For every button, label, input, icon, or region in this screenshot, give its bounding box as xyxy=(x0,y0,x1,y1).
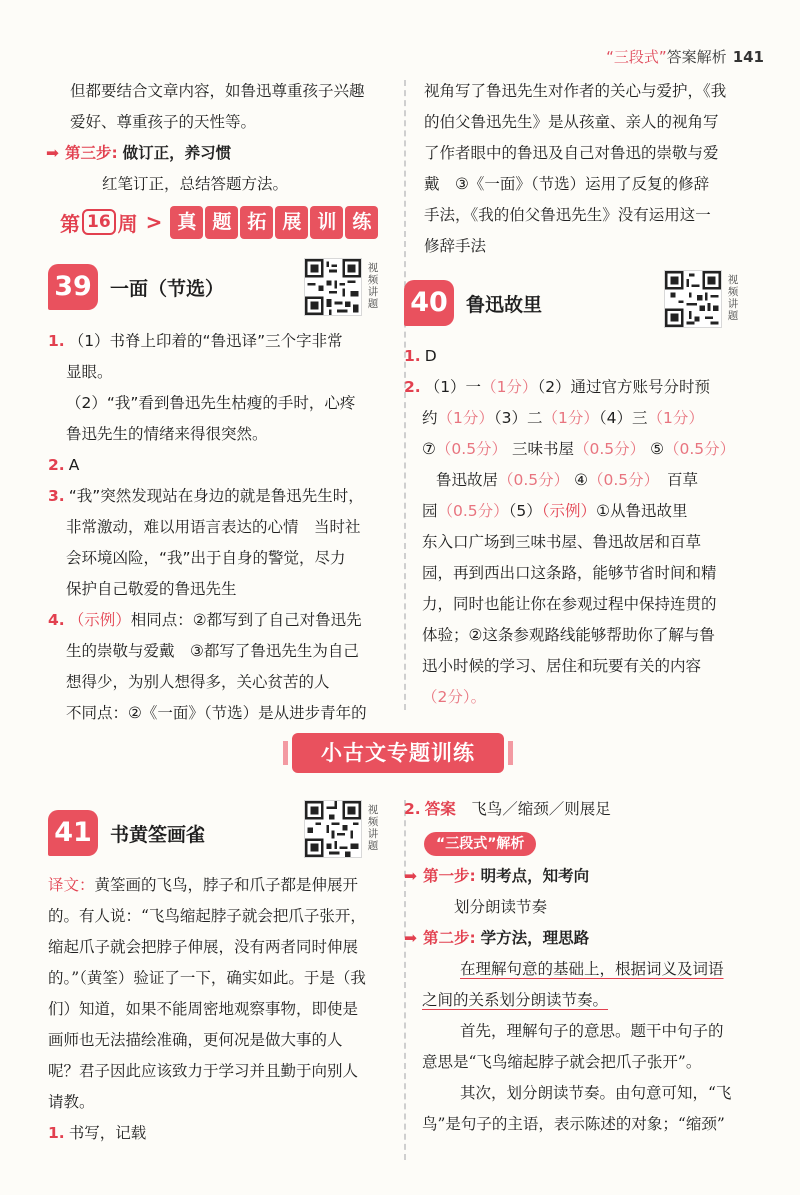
answer-text: 飞鸟／缩颈／则展足 xyxy=(471,800,611,818)
step3-detail: 红笔订正，总结答题方法。 xyxy=(102,175,289,193)
header-quote: “三段式” xyxy=(606,48,667,66)
answer-text: A xyxy=(68,456,80,474)
right-bottom-block xyxy=(404,794,774,1140)
title-char: 拓 xyxy=(240,206,273,239)
translation-line: 的。”（黄筌）验证了一下，确实如此。于是（我 xyxy=(48,969,366,987)
translation-label: 译文： xyxy=(48,876,95,894)
answer-text: 园 xyxy=(422,502,438,520)
answer-text: （2）通过官方账号分时预 xyxy=(537,378,711,396)
step1-label: 第一步: xyxy=(423,867,476,885)
week-title xyxy=(60,202,372,242)
section-41-header xyxy=(48,810,205,856)
question-number: 4. xyxy=(48,611,65,629)
chevron-right-icon: > xyxy=(145,210,163,234)
answer-text: D xyxy=(424,347,437,365)
answer-text: 鲁迅故居 xyxy=(436,471,499,489)
translation-line: 请教。 xyxy=(48,1093,95,1111)
analysis-text: 鸟”是句子的主语，表示陈述的对象；“缩颈” xyxy=(422,1115,725,1133)
answer-text: 约 xyxy=(422,409,438,427)
section-title: 一面（节选） xyxy=(110,277,225,300)
page-number: 141 xyxy=(732,48,764,66)
answer-text: 非常激动，难以用语言表达的心情 当时社 xyxy=(66,518,361,536)
qr-code-icon[interactable] xyxy=(304,800,362,858)
title-char: 题 xyxy=(205,206,238,239)
answer-text: 相同点：②都写到了自己对鲁迅先 xyxy=(130,611,362,629)
section-title: 鲁迅故里 xyxy=(466,293,543,316)
score: （0.5分） xyxy=(498,471,570,489)
answer-text: “我”突然发现站在身边的就是鲁迅先生时， xyxy=(68,487,364,505)
text-line: 手法，《我的伯父鲁迅先生》没有运用这一 xyxy=(424,206,711,224)
score: （1分） xyxy=(437,409,494,427)
section-number-badge: 40 xyxy=(404,280,454,326)
title-char: 展 xyxy=(275,206,308,239)
answer-label: 答案 xyxy=(424,800,456,818)
answer-text: 鲁迅先生的情绪来得很突然。 xyxy=(66,425,268,443)
answer-text: ①从鲁迅故里 xyxy=(596,502,688,520)
text-line: 的伯父鲁迅先生》是从孩童、亲人的视角写 xyxy=(424,113,719,131)
answer-text: 保护自己敬爱的鲁迅先生 xyxy=(66,580,237,598)
score: （1分） xyxy=(481,378,538,396)
score: （0.5分） xyxy=(664,440,736,458)
answer-text: （1）一 xyxy=(424,378,482,396)
analysis-tag: “三段式”解析 xyxy=(424,832,536,856)
translation-line: 们）知道，如果不能周密地观察事物，即使是 xyxy=(48,1000,359,1018)
answer-text: （3）二 xyxy=(493,409,543,427)
qr-label: 视频讲题 xyxy=(367,804,379,852)
answer-text: 显眼。 xyxy=(66,363,113,381)
analysis-text: 其次，划分朗读节奏。由句意可知，“飞 xyxy=(460,1084,732,1102)
qr-label: 视频讲题 xyxy=(727,274,739,322)
text-line: 但都要结合文章内容，如鲁迅尊重孩子兴趣 xyxy=(70,82,365,100)
question-number: 2. xyxy=(404,378,421,396)
section-39-body xyxy=(48,326,394,729)
answer-text: 生的崇敬与爱戴 ③都写了鲁迅先生为自己 xyxy=(66,642,359,660)
score: （0.5分） xyxy=(435,440,508,458)
text-line: 修辞手法 xyxy=(424,237,487,255)
section-number-badge: 39 xyxy=(48,264,98,310)
example-tag: （示例） xyxy=(541,502,597,520)
week-number: 16 xyxy=(82,209,116,235)
text-line: 视角写了鲁迅先生对作者的关心与爱护，《我 xyxy=(424,82,727,100)
pointer-icon: ➡ xyxy=(404,929,417,947)
title-char: 练 xyxy=(345,206,378,239)
answer-text: 东入口广场到三味书屋、鲁迅故居和百草 xyxy=(422,533,702,551)
translation-line: 的。有人说：“飞鸟缩起脖子就会把爪子张开， xyxy=(48,907,366,925)
header-text: 答案解析 xyxy=(666,48,727,66)
score: （0.5分） xyxy=(437,502,509,520)
answer-text: 园，再到西出口这条路，能够节省时间和精 xyxy=(422,564,717,582)
score: （1分） xyxy=(542,409,599,427)
qr-code-icon[interactable] xyxy=(664,270,722,328)
step1-detail: 划分朗读节奏 xyxy=(454,898,548,916)
translation-line: 缩起爪子就会把脖子伸展，没有两者同时伸展 xyxy=(48,938,359,956)
question-number: 1. xyxy=(48,1124,65,1142)
step3-label: 第三步: xyxy=(65,144,118,162)
text-line: 戴 ③《一面》（节选）运用了反复的修辞 xyxy=(424,175,710,193)
answer-text: 百草 xyxy=(666,471,698,489)
answer-text: 想得少，为别人想得多，关心贫苦的人 xyxy=(66,673,330,691)
pointer-icon: ➡ xyxy=(404,867,417,885)
step3-block xyxy=(46,138,386,200)
section-41-body xyxy=(48,870,394,1149)
score: （1分） xyxy=(647,409,704,427)
answer-text: （5） xyxy=(508,502,542,520)
answer-text: （4）三 xyxy=(598,409,648,427)
left-top-text xyxy=(70,76,390,138)
right-top-text xyxy=(424,76,764,262)
step3-text: 做订正，养习惯 xyxy=(122,144,232,162)
section-40-header xyxy=(404,280,542,326)
answer-text: （1）书脊上印着的“鲁迅译”三个字非常 xyxy=(68,332,343,350)
section-40-body xyxy=(404,341,774,713)
answer-text: ④ xyxy=(574,471,589,489)
title-char: 训 xyxy=(310,206,343,239)
translation-line: 呢？君子因此应该致力于学习并且勤于向别人 xyxy=(48,1062,359,1080)
section-title: 书黄筌画雀 xyxy=(110,823,206,846)
answer-text: 体验；②这条参观路线能够帮助你了解与鲁 xyxy=(422,626,715,644)
step1-text: 明考点，知考向 xyxy=(480,867,590,885)
score: （2分）。 xyxy=(422,688,487,706)
text-line: 爱好、尊重孩子的天性等。 xyxy=(70,113,257,131)
underlined-text: 之间的关系划分朗读节奏。 xyxy=(422,991,609,1009)
question-number: 2. xyxy=(48,456,65,474)
week-title-chars xyxy=(170,206,378,239)
week-suffix: 周 xyxy=(117,211,138,236)
section-number-badge: 41 xyxy=(48,810,98,856)
pointer-icon: ➡ xyxy=(46,144,59,162)
answer-text: ⑤ xyxy=(650,440,665,458)
title-char: 真 xyxy=(170,206,203,239)
score: （0.5分） xyxy=(574,440,646,458)
section-39-header xyxy=(48,264,224,310)
week-prefix: 第 xyxy=(60,211,80,236)
translation-line: 画师也无法描绘准确，更何况是做大事的人 xyxy=(48,1031,343,1049)
question-number: 3. xyxy=(48,487,65,505)
score: （0.5分） xyxy=(588,471,652,489)
answer-text: 力，同时也能让你在参观过程中保持连贯的 xyxy=(422,595,717,613)
question-number: 1. xyxy=(48,332,65,350)
answer-text: （2）“我”看到鲁迅先生枯瘦的手时，心疼 xyxy=(66,394,356,412)
answer-text: 不同点：②《一面》（节选）是从进步青年的 xyxy=(66,704,367,722)
answer-text: 会环境凶险，“我”出于自身的警觉，尽力 xyxy=(66,549,346,567)
underlined-text: 在理解句意的基础上，根据词义及词语 xyxy=(460,960,724,978)
page-header xyxy=(606,46,764,67)
translation-line: 黄筌画的飞鸟，脖子和爪子都是伸展开 xyxy=(94,876,359,894)
answer-text: 书写，记载 xyxy=(68,1124,147,1142)
question-number: 1. xyxy=(404,347,421,365)
qr-label: 视频讲题 xyxy=(367,262,379,310)
answer-text: 三味书屋 xyxy=(512,440,575,458)
qr-code-icon[interactable] xyxy=(304,258,362,316)
step2-text: 学方法，理思路 xyxy=(480,929,590,947)
step2-label: 第二步: xyxy=(423,929,476,947)
answer-text: 迅小时候的学习、居住和玩要有关的内容 xyxy=(422,657,702,675)
analysis-text: 意思是“飞鸟缩起脖子就会把爪子张开”。 xyxy=(422,1053,702,1071)
answer-text: ⑦ xyxy=(422,440,436,458)
text-line: 了作者眼中的鲁迅及自己对鲁迅的崇敬与爱 xyxy=(424,144,719,162)
analysis-text: 首先，理解句子的意思。题干中句子的 xyxy=(460,1022,724,1040)
question-number: 2. xyxy=(404,800,421,818)
example-tag: （示例） xyxy=(68,611,131,629)
section-banner: 小古文专题训练 xyxy=(292,733,504,773)
